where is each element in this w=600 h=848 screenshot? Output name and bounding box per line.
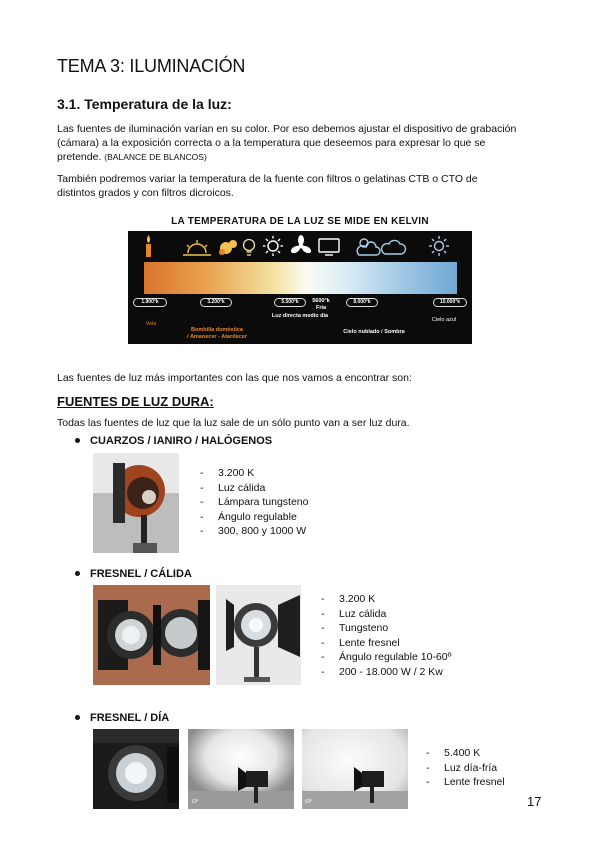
fresnel-day-icon [93,729,179,809]
intro-line: (cámara) a la exposición correcta o a la temperatura que deseemos para expresar lo que se [57,137,486,149]
kelvin-label-sunrise: / Amanecer - Atardecer [187,334,247,340]
kelvin-tick: 1.900°k [133,298,167,307]
group-heading-fresnel-calida [75,568,192,580]
quartz-light-photo [93,453,179,553]
lead-text: Las fuentes de luz más importantes con las que nos vamos a encontrar son: [57,372,412,384]
spec-item: - Ángulo regulable [200,510,308,525]
sunrise-icon [183,240,211,255]
bee-icon [219,240,237,255]
spec-item: - Lámpara tungsteno [200,495,308,510]
hard-light-description: Todas las fuentes de luz que la luz sale de un sólo punto van a ser luz dura. [57,417,410,429]
fresnel-barndoor-icon [216,585,301,685]
spec-item: - Luz cálida [321,607,451,622]
spec-item: - Luz día-fría [426,761,505,776]
intro-paragraph-1 [57,122,547,164]
kelvin-label-midday: Luz directa medio día [271,313,329,319]
quartz-light-icon [93,453,179,553]
spec-item: - 3.200 K [200,466,308,481]
bulb-icon [244,240,255,256]
spec-item: - 300, 800 y 1000 W [200,524,308,539]
kelvin-tick: 5600°k [312,298,330,304]
fan-icon [290,235,313,255]
bullet-icon [75,438,80,443]
kelvin-tick: 3.200°k [200,298,232,307]
spot-beam-icon [188,729,294,809]
candle-icon [146,235,151,257]
flood-beam-icon [302,729,408,809]
hard-light-heading-text: FUENTES DE LUZ DURA [57,394,210,409]
kelvin-gradient-bar [144,262,457,294]
kelvin-label-cold: Fría [315,305,327,311]
intro-paragraph-2 [57,172,547,200]
specs-list-fresnel-dia [426,746,505,790]
fresnel-day-photo-60deg [302,729,408,809]
kelvin-tick: 8.000°k [346,298,378,307]
group-heading-fresnel-dia [75,712,169,724]
bullet-icon [75,715,80,720]
spec-item: - 3.200 K [321,592,451,607]
specs-list-fresnel-calida [321,592,451,680]
intro-line: distintos grados y con filtros dicroicos. [57,187,234,199]
intro-line: También podremos variar la temperatura de la fuente con filtros o gelatinas CTB o CTO de [57,173,478,185]
group-heading-text: CUARZOS / IANIRO / HALÓGENOS [90,435,273,447]
intro-line: Las fuentes de iluminación varían en su color. Por eso debemos ajustar el dispositivo de grabación [57,123,517,135]
sun-cloud-icon [357,239,380,255]
spec-item: - Luz cálida [200,481,308,496]
kelvin-tick: 5.500°k [274,298,306,307]
bullet-icon [75,571,80,576]
beam-angle-label: 10° [191,799,199,805]
fresnel-day-photo-10deg [188,729,294,809]
fresnel-warm-photo-2 [216,585,301,685]
page-title: TEMA 3: ILUMINACIÓN [57,56,246,76]
cool-sun-icon [429,236,449,256]
fresnel-light-icon [93,585,210,685]
group-heading-cuarzos [75,435,272,447]
monitor-icon [319,239,339,255]
hard-light-heading [57,394,214,409]
fresnel-warm-photo-1 [93,585,210,685]
cloud-icon [382,240,406,254]
white-balance-note: (BALANCE DE BLANCOS) [104,152,207,162]
sun-icon [263,236,283,256]
spec-item: - Tungsteno [321,621,451,636]
section-title: 3.1. Temperatura de la luz: [57,96,232,112]
kelvin-label-candle: Vela [145,321,157,327]
kelvin-label-overcast: Cielo nublado / Sombra [343,329,405,335]
fresnel-day-photo-1 [93,729,179,809]
beam-angle-label: 60° [305,799,313,805]
kelvin-icons [128,231,472,261]
kelvin-chart-heading: LA TEMPERATURA DE LA LUZ SE MIDE EN KELVIN [171,216,429,227]
group-heading-text: FRESNEL / CÁLIDA [90,568,192,580]
kelvin-tick: 10.000°k [433,298,467,307]
spec-item: - 200 - 18.000 W / 2 Kw [321,665,451,680]
hard-light-heading-colon: : [209,394,214,409]
spec-item: - Lente fresnel [321,636,451,651]
intro-line: pretende. [57,151,102,163]
kelvin-label-bulb: Bombilla doméstica [191,327,243,333]
page-number: 17 [527,794,542,809]
specs-list-cuarzos [200,466,308,539]
kelvin-chart [128,231,472,344]
group-heading-text: FRESNEL / DÍA [90,712,170,724]
spec-item: - Ángulo regulable 10-60º [321,650,451,665]
spec-item: - Lente fresnel [426,775,505,790]
kelvin-label-blue-sky: Cielo azul [431,317,457,323]
spec-item: - 5.400 K [426,746,505,761]
